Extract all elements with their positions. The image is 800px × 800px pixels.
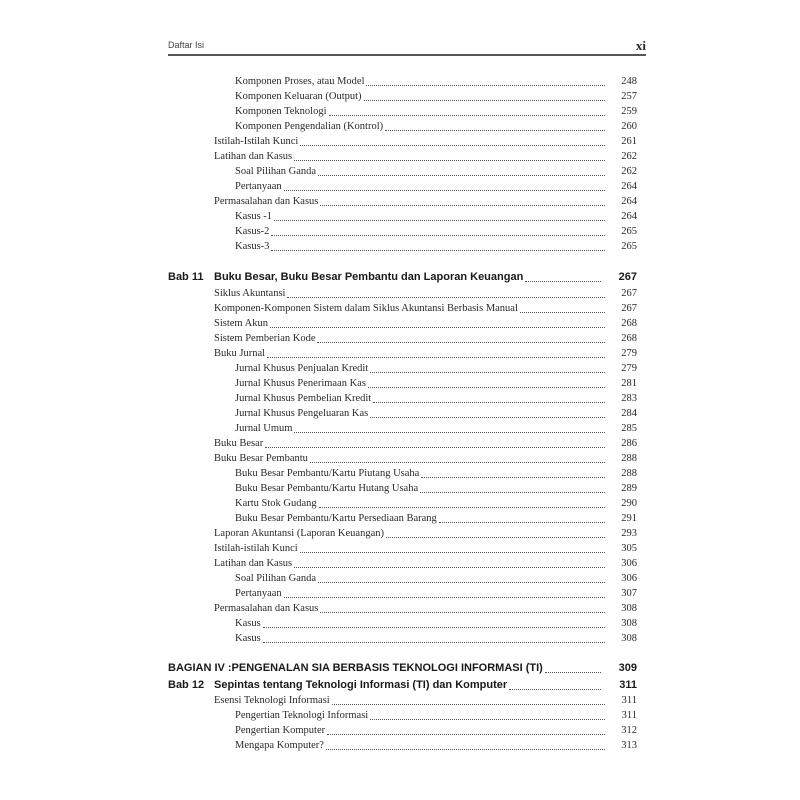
entry-title: Jurnal Umum [235,423,293,434]
entry-title: Pertanyaan [235,588,282,599]
entry-title: Kasus [235,618,261,629]
entry-page-number: 248 [621,76,637,87]
toc-entry [235,738,637,753]
toc-entry [235,179,637,194]
entry-page-number: 311 [621,710,637,721]
entry-title: Komponen Teknologi [235,106,327,117]
toc-entry [214,301,637,316]
entry-title: Buku Jurnal [214,348,266,359]
toc-entry [235,511,637,526]
toc-entry [235,406,637,421]
entry-page-number: 281 [621,378,637,389]
entry-title: Pengertian Komputer [235,725,326,736]
toc-entry [235,708,637,723]
dot-leader [327,733,605,735]
entry-title: Kasus-3 [235,241,270,252]
entry-page-number: 308 [621,603,637,614]
dot-leader [364,99,605,101]
entry-page-number: 283 [621,393,637,404]
entry-page-number: 268 [621,318,637,329]
dot-leader [368,386,605,388]
entry-page-number: 313 [621,740,637,751]
dot-leader [386,536,605,538]
entry-page-number: 306 [621,573,637,584]
entry-title: Soal Pilihan Ganda [235,573,317,584]
toc-entry [235,224,637,239]
dot-leader [370,371,605,373]
toc-entry [214,286,637,301]
entry-page-number: 261 [621,136,637,147]
dot-leader [265,446,605,448]
toc-entry [214,693,637,708]
entry-page-number: 312 [621,725,637,736]
entry-page-number: 264 [621,196,637,207]
entry-page-number: 265 [621,226,637,237]
entry-title: Latihan dan Kasus [214,558,293,569]
entry-title: BAGIAN IV :PENGENALAN SIA BERBASIS TEKNOLOGI INFORMASI (TI) [168,662,543,674]
entry-title: Pengertian Teknologi Informasi [235,710,369,721]
entry-title: Sistem Akun [214,318,268,329]
entry-title: Kartu Stok Gudang [235,498,317,509]
entry-page-number: 264 [621,211,637,222]
entry-title: Permasalahan dan Kasus [214,603,319,614]
toc-entry [214,134,637,149]
toc-entry [214,149,637,164]
entry-title: Buku Besar Pembantu/Kartu Persediaan Barang [235,513,437,524]
entry-page-number: 309 [618,662,637,674]
entry-title: Sepintas tentang Teknologi Informasi (TI) dan Komputer [214,679,508,691]
entry-page-number: 284 [621,408,637,419]
toc-entry [235,391,637,406]
dot-leader [509,688,601,690]
entry-page-number: 291 [621,513,637,524]
dot-leader [284,189,605,191]
dot-leader [310,461,605,463]
toc-entry [235,421,637,436]
dot-leader [420,491,605,493]
toc-entry [214,451,637,466]
toc-entry [214,436,637,451]
running-head: Daftar Isi [168,40,205,50]
toc-entry [235,89,637,104]
dot-leader [294,431,605,433]
dot-leader [300,551,605,553]
toc-entry [214,316,637,331]
toc-entry [235,104,637,119]
toc-entry [235,481,637,496]
entry-title: Jurnal Khusus Pembelian Kredit [235,393,372,404]
page-number-roman: xi [635,38,646,53]
dot-leader [439,521,605,523]
entry-title: Sistem Pemberian Kode [214,333,316,344]
dot-leader [370,416,605,418]
dot-leader [317,341,605,343]
entry-page-number: 288 [621,468,637,479]
entry-title: Kasus -1 [235,211,273,222]
dot-leader [319,506,605,508]
entry-page-number: 267 [618,271,637,283]
toc-entry [235,209,637,224]
toc-part-entry [168,661,637,676]
dot-leader [267,356,605,358]
dot-leader [366,84,605,86]
toc-entry [235,586,637,601]
dot-leader [318,174,605,176]
dot-leader [274,219,605,221]
entry-page-number: 290 [621,498,637,509]
entry-page-number: 262 [621,151,637,162]
entry-page-number: 267 [621,288,637,299]
dot-leader [318,581,605,583]
entry-title: Komponen Pengendalian (Kontrol) [235,121,384,132]
dot-leader [320,204,605,206]
toc-entry [214,541,637,556]
entry-page-number: 279 [621,348,637,359]
entry-title: Buku Besar, Buku Besar Pembantu dan Laporan Keuangan [214,271,524,283]
dot-leader [370,718,605,720]
entry-page-number: 257 [621,91,637,102]
toc-entry [214,194,637,209]
entry-title: Jurnal Khusus Pengeluaran Kas [235,408,369,419]
entry-page-number: 289 [621,483,637,494]
dot-leader [525,280,601,282]
entry-page-number: 305 [621,543,637,554]
entry-title: Istilah-Istilah Kunci [214,136,299,147]
toc-entry [235,361,637,376]
dot-leader [421,476,605,478]
dot-leader [329,114,605,116]
entry-title: Latihan dan Kasus [214,151,293,162]
toc-entry [235,376,637,391]
entry-title: Esensi Teknologi Informasi [214,695,330,706]
dot-leader [287,296,605,298]
entry-page-number: 268 [621,333,637,344]
dot-leader [294,159,605,161]
toc-entry [214,331,637,346]
entry-page-number: 267 [621,303,637,314]
entry-page-number: 307 [621,588,637,599]
toc-entry [235,571,637,586]
entry-page-number: 259 [621,106,637,117]
entry-title: Buku Besar Pembantu/Kartu Hutang Usaha [235,483,419,494]
dot-leader [284,596,605,598]
entry-page-number: 260 [621,121,637,132]
entry-page-number: 285 [621,423,637,434]
entry-title: Buku Besar [214,438,264,449]
entry-title: Komponen Proses, atau Model [235,76,365,87]
dot-leader [326,748,605,750]
entry-title: Soal Pilihan Ganda [235,166,317,177]
dot-leader [332,703,605,705]
entry-title: Pertanyaan [235,181,282,192]
dot-leader [271,249,605,251]
entry-title: Komponen-Komponen Sistem dalam Siklus Akuntansi Berbasis Manual [214,303,518,314]
entry-page-number: 308 [621,618,637,629]
chapter-label: Bab 11 [168,271,204,283]
toc-entry [235,164,637,179]
entry-page-number: 293 [621,528,637,539]
toc-entry [235,496,637,511]
dot-leader [320,611,605,613]
entry-page-number: 279 [621,363,637,374]
dot-leader [294,566,605,568]
toc-entry [214,526,637,541]
entry-page-number: 306 [621,558,637,569]
entry-title: Buku Besar Pembantu/Kartu Piutang Usaha [235,468,420,479]
entry-page-number: 286 [621,438,637,449]
entry-title: Kasus [235,633,261,644]
toc-entry [214,601,637,616]
entry-title: Komponen Keluaran (Output) [235,91,362,102]
dot-leader [263,641,605,643]
entry-title: Permasalahan dan Kasus [214,196,319,207]
toc-entry [235,74,637,89]
toc-chapter-entry [168,678,637,693]
entry-title: Kasus-2 [235,226,270,237]
entry-page-number: 262 [621,166,637,177]
entry-page-number: 264 [621,181,637,192]
dot-leader [300,144,605,146]
toc-entry [235,239,637,254]
toc-chapter-entry [168,270,637,285]
entry-title: Siklus Akuntansi [214,288,286,299]
toc-entry [235,631,637,646]
entry-page-number: 308 [621,633,637,644]
entry-page-number: 311 [621,695,637,706]
dot-leader [545,671,601,673]
entry-title: Buku Besar Pembantu [214,453,308,464]
entry-title: Jurnal Khusus Penerimaan Kas [235,378,366,389]
dot-leader [263,626,605,628]
dot-leader [270,326,605,328]
entry-title: Mengapa Komputer? [235,740,324,751]
dot-leader [373,401,605,403]
toc-entry [235,723,637,738]
entry-page-number: 311 [619,679,637,691]
entry-title: Jurnal Khusus Penjualan Kredit [235,363,369,374]
dot-leader [271,234,605,236]
dot-leader [520,311,605,313]
toc-entry [235,616,637,631]
toc-entry [214,556,637,571]
entry-title: Istilah-istilah Kunci [214,543,298,554]
entry-page-number: 288 [621,453,637,464]
toc-entry [235,119,637,134]
entry-page-number: 265 [621,241,637,252]
toc-entry [235,466,637,481]
toc-entry [214,346,637,361]
entry-title: Laporan Akuntansi (Laporan Keuangan) [214,528,384,539]
chapter-label: Bab 12 [168,679,205,691]
dot-leader [385,129,605,131]
